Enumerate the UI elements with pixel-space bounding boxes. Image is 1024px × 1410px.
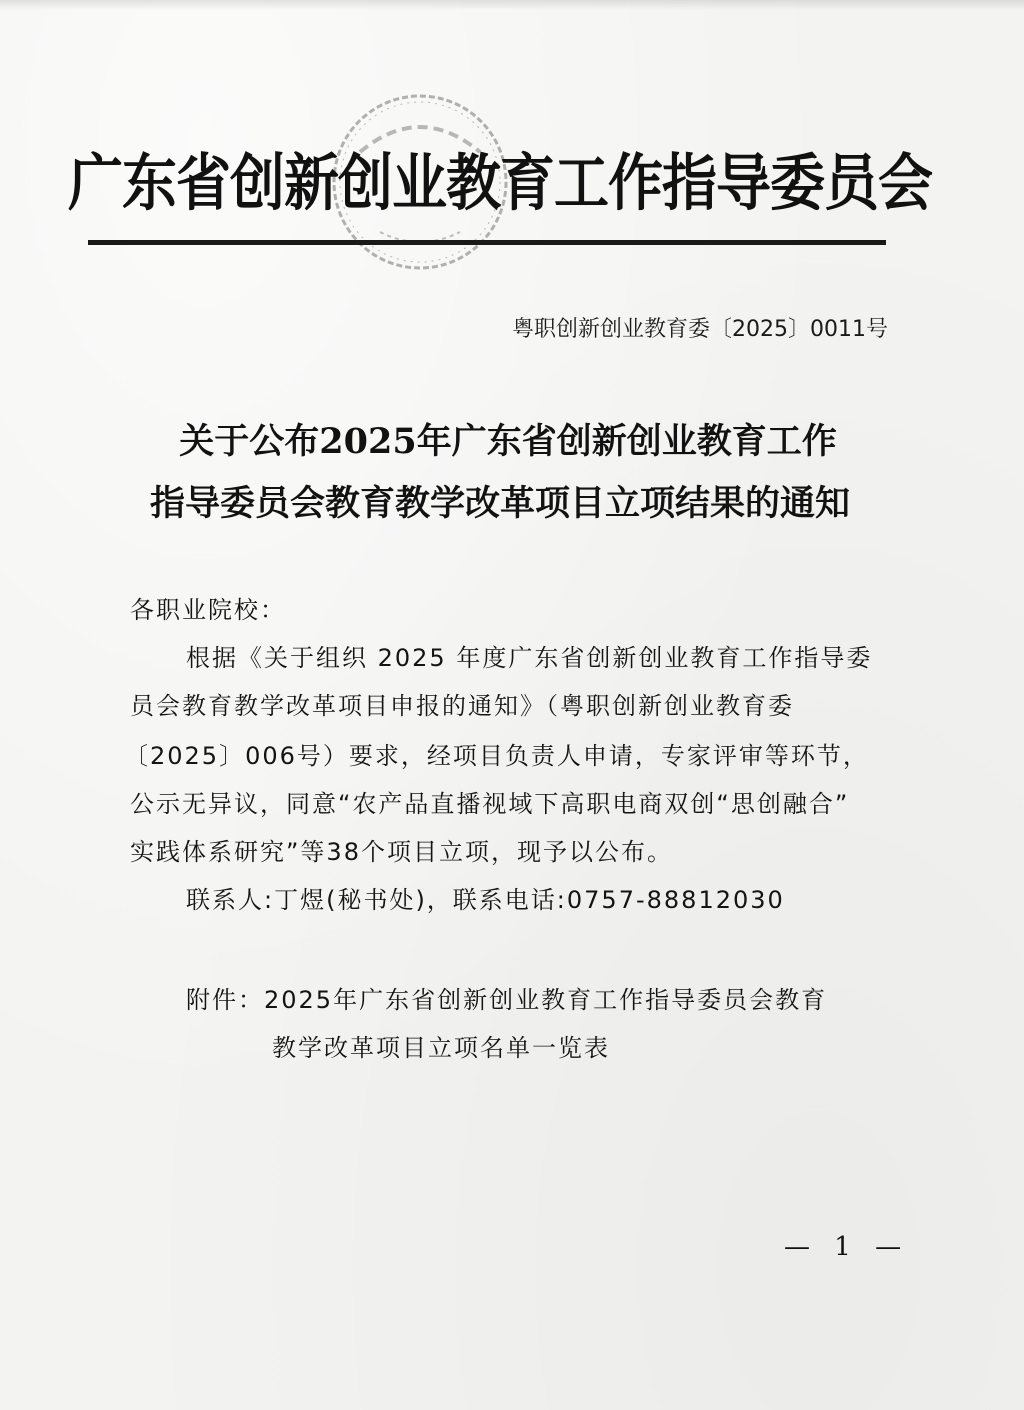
page-number: — 1 — (784, 1232, 910, 1262)
contact-info: 联系人:丁煜(秘书处)，联系电话:0757-88812030 (186, 886, 785, 914)
body-line: 实践体系研究”等38个项目立项，现予以公布。 (130, 838, 673, 866)
notice-title-line-1: 关于公布2025年广东省创新创业教育工作 (179, 421, 837, 462)
body-line: 根据《关于组织 2025 年度广东省创新创业教育工作指导委 (186, 644, 873, 672)
body-line: 〔2025〕006号）要求，经项目负责人申请，专家评审等环节， (124, 742, 869, 770)
notice-title-line-2: 指导委员会教育教学改革项目立项结果的通知 (149, 483, 850, 524)
header-divider-rule (88, 240, 886, 245)
scan-shadow (0, 0, 1024, 10)
body-line: 公示无异议，同意“农产品直播视域下高职电商双创“思创融合” (130, 790, 850, 818)
issuing-organization-header: 广东省创新创业教育工作指导委员会 (67, 145, 932, 219)
body-line: 员会教育教学改革项目申报的通知》（粤职创新创业教育委 (130, 692, 794, 720)
attachment-line-2: 教学改革项目立项名单一览表 (272, 1034, 610, 1062)
salutation: 各职业院校： (130, 596, 286, 624)
attachment-line-1: 附件：2025年广东省创新创业教育工作指导委员会教育 (186, 986, 828, 1014)
document-reference-number: 粤职创新创业教育委〔2025〕0011号 (512, 317, 888, 342)
